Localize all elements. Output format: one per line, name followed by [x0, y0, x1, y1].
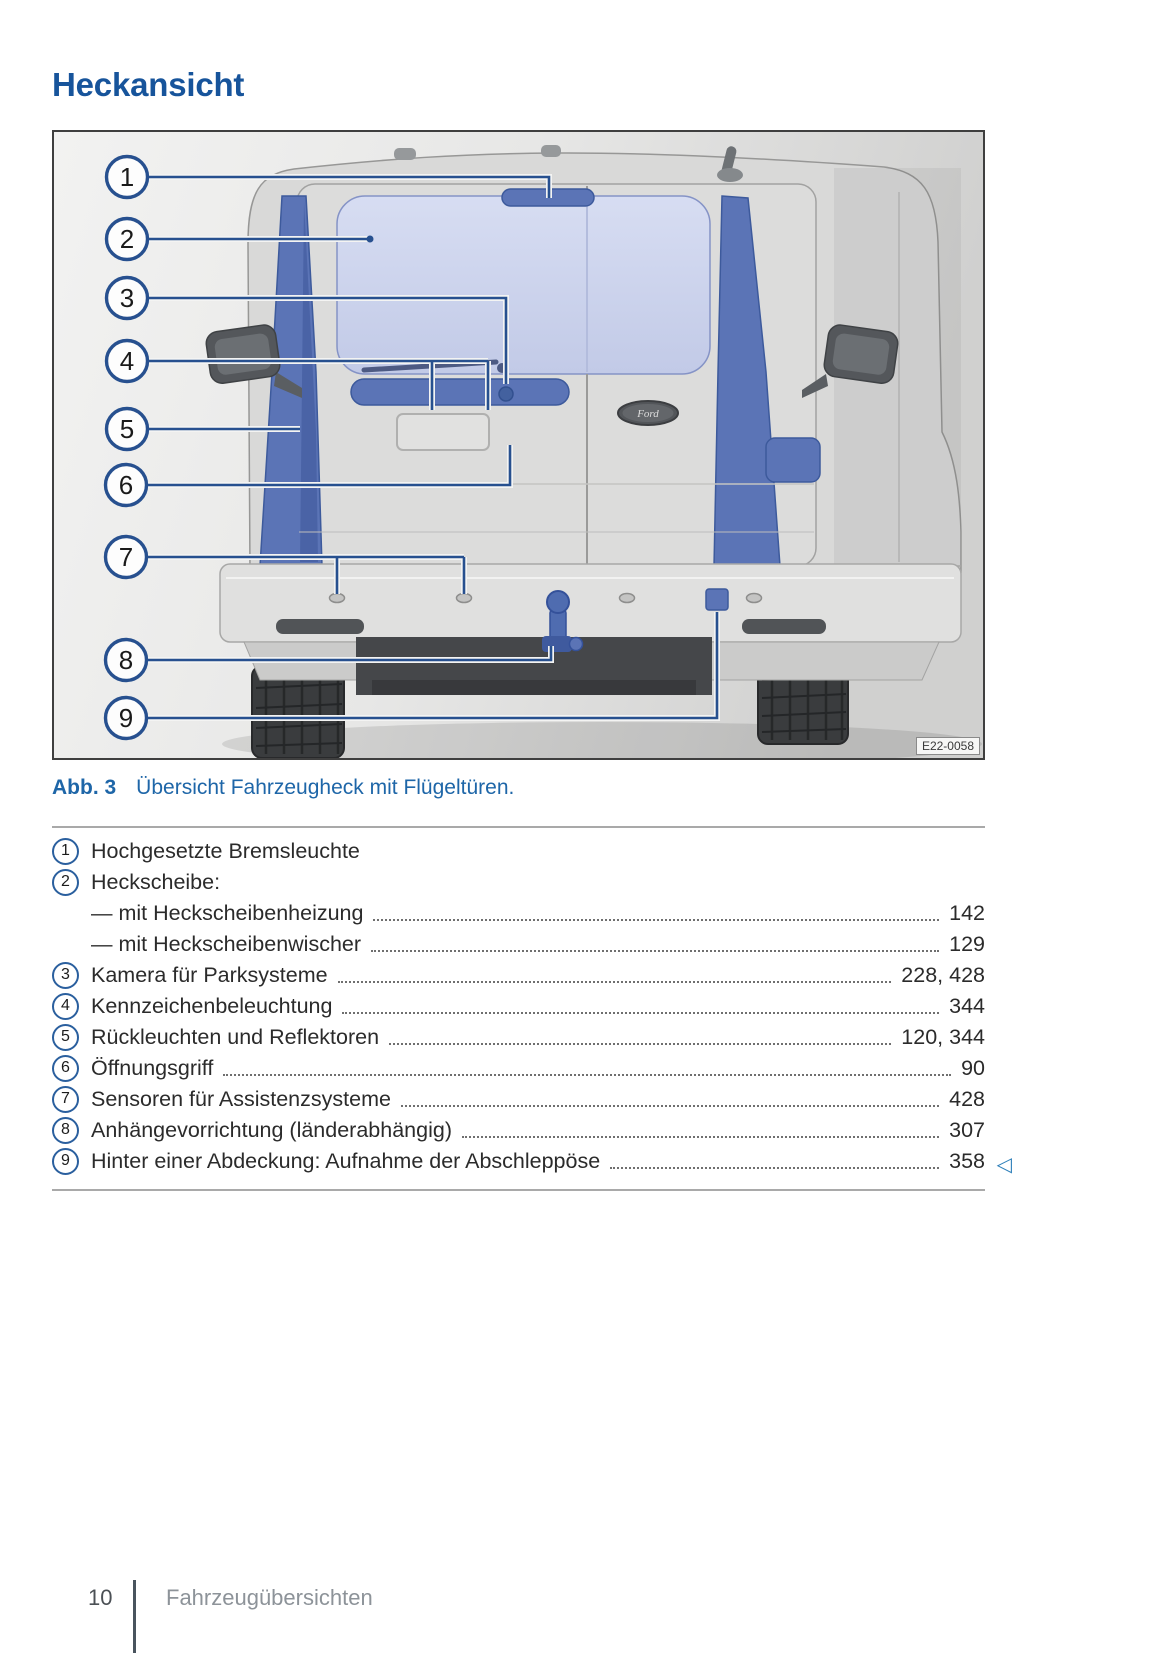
leader-dots — [223, 1074, 951, 1076]
antenna-base — [717, 168, 743, 182]
legend-label: Hinter einer Abdeckung: Aufnahme der Abschleppöse — [91, 1149, 601, 1173]
figure-callout-4 — [107, 341, 148, 382]
legend-label: Öffnungsgriff — [91, 1056, 214, 1080]
legend-row-6 — [52, 1053, 985, 1084]
svg-text:9: 9 — [118, 703, 134, 733]
figure-callout-1 — [107, 157, 148, 198]
svg-text:7: 7 — [118, 542, 134, 572]
legend-subrow-heizung — [52, 898, 985, 929]
page-ref: 90 — [961, 1056, 985, 1080]
figure-callout-5 — [107, 409, 148, 450]
page-ref: 358 — [949, 1149, 985, 1173]
legend-marker-6: 6 — [52, 1055, 79, 1082]
legend-label: Hochgesetzte Bremsleuchte — [91, 839, 360, 863]
divider-bottom — [52, 1189, 985, 1191]
figure-callout-9 — [106, 698, 147, 739]
bumper-vent-right — [742, 619, 826, 634]
roof-fixture-left — [394, 148, 416, 160]
legend-marker-1: 1 — [52, 838, 79, 865]
svg-text:6: 6 — [118, 470, 134, 500]
legend-row-4 — [52, 991, 985, 1022]
page-ref: 307 — [949, 1118, 985, 1142]
legend-row-8 — [52, 1115, 985, 1146]
caption-text: Übersicht Fahrzeugheck mit Flügeltüren. — [136, 776, 515, 799]
leader-dots — [371, 950, 939, 952]
footer-section-title: Fahrzeugübersichten — [166, 1585, 373, 1610]
legend-row-1 — [52, 836, 985, 867]
page-ref: 129 — [949, 932, 985, 956]
rear-camera-dot — [499, 387, 513, 401]
page-ref: 428 — [949, 1087, 985, 1111]
legend-marker-3: 3 — [52, 962, 79, 989]
license-plate-recess — [397, 414, 489, 450]
footer-divider-bar — [133, 1580, 136, 1653]
under-tray-shadow — [372, 680, 696, 695]
towing-eye-cover — [706, 589, 728, 610]
legend-row-9 — [52, 1146, 1012, 1177]
license-plate-light-bar — [351, 379, 569, 405]
svg-text:5: 5 — [119, 414, 135, 444]
leader-dots — [389, 1043, 891, 1045]
figure-code-label: E22-0058 — [916, 737, 980, 755]
vehicle-rear-illustration — [54, 132, 983, 758]
leader-dots — [462, 1136, 939, 1138]
figure-callout-8 — [106, 640, 147, 681]
legend-label: Kamera für Parksysteme — [91, 963, 328, 987]
caption-label: Abb. 3 — [52, 776, 117, 799]
leader-dots — [401, 1105, 939, 1107]
leader-dots — [610, 1167, 939, 1169]
legend-row-2 — [52, 867, 985, 898]
legend-label: Anhängevorrichtung (länderabhängig) — [91, 1118, 452, 1142]
legend-marker-5: 5 — [52, 1024, 79, 1051]
svg-text:1: 1 — [119, 162, 135, 192]
roof-fixture-right — [541, 145, 561, 157]
legend-label: Sensoren für Assistenzsysteme — [91, 1087, 391, 1111]
footer-page-number: 10 — [88, 1585, 113, 1610]
page-ref: 120, 344 — [901, 1025, 985, 1049]
svg-text:3: 3 — [119, 283, 135, 313]
legend-marker-2: 2 — [52, 869, 79, 896]
figure-callout-3 — [107, 278, 148, 319]
legend-label: Rückleuchten und Reflektoren — [91, 1025, 380, 1049]
legend-label: — mit Heckscheibenheizung — [91, 901, 364, 925]
figure-callout-6 — [106, 465, 147, 506]
legend-label: Kennzeichenbeleuchtung — [91, 994, 333, 1018]
legend-marker-7: 7 — [52, 1086, 79, 1113]
leader-dots — [373, 919, 939, 921]
legend-label: Heckscheibe: — [91, 870, 221, 894]
legend-list — [52, 836, 1012, 1177]
legend-marker-4: 4 — [52, 993, 79, 1020]
legend-marker-8: 8 — [52, 1117, 79, 1144]
svg-text:4: 4 — [119, 346, 135, 376]
page-title: Heckansicht — [52, 66, 245, 103]
legend-row-7 — [52, 1084, 985, 1115]
page-ref: 344 — [949, 994, 985, 1018]
bumper-vent-left — [276, 619, 364, 634]
figure-callout-7 — [106, 537, 147, 578]
figure-callout-2 — [107, 219, 148, 260]
ford-logo — [618, 401, 678, 425]
rear-window — [337, 196, 710, 374]
right-taillight-block — [766, 438, 820, 482]
divider-top — [52, 826, 985, 828]
legend-row-5 — [52, 1022, 985, 1053]
svg-text:8: 8 — [118, 645, 134, 675]
page-ref: 142 — [949, 901, 985, 925]
legend-row-3 — [52, 960, 985, 991]
page-ref: 228, 428 — [901, 963, 985, 987]
figure-caption — [52, 776, 985, 800]
leader-dots — [342, 1012, 939, 1014]
nav-back-arrow-icon[interactable]: ◁ — [996, 1154, 1012, 1176]
leader-dots — [338, 981, 892, 983]
legend-subrow-wischer — [52, 929, 985, 960]
figure-panel — [52, 130, 985, 760]
svg-text:Ford: Ford — [637, 408, 659, 420]
legend-marker-9: 9 — [52, 1148, 79, 1175]
legend-label: — mit Heckscheibenwischer — [91, 932, 362, 956]
svg-text:2: 2 — [119, 224, 135, 254]
